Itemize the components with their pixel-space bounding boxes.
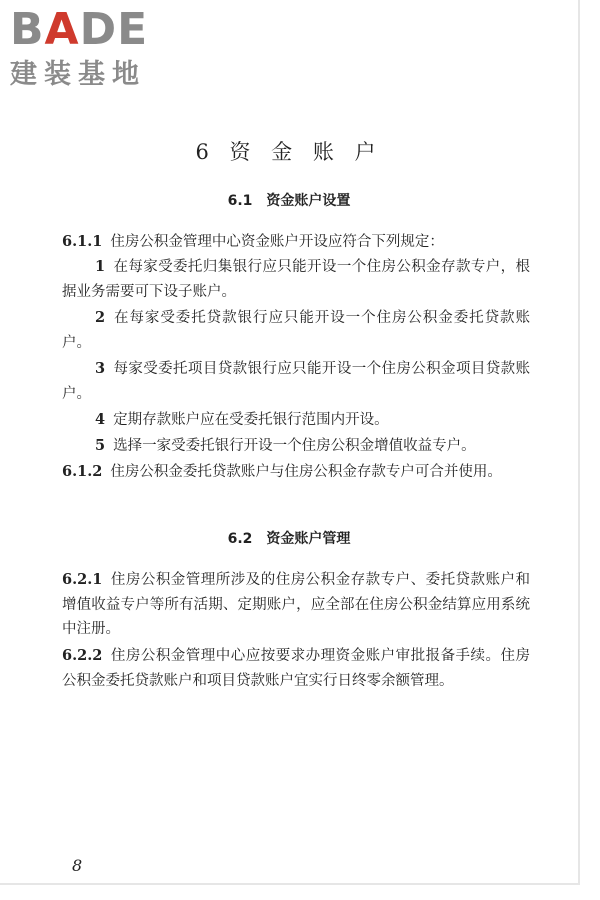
logo-letter-a-accent: A bbox=[44, 4, 80, 55]
section-heading-6-2 bbox=[0, 528, 578, 550]
clause-number: 6.2.1 bbox=[62, 571, 103, 588]
page-number: 8 bbox=[72, 856, 83, 875]
clause-item-5 bbox=[62, 434, 530, 459]
item-number: 5 bbox=[95, 437, 106, 454]
item-text: 在每家受委托归集银行应只能开设一个住房公积金存款专户，根据业务需要可下设子账户。 bbox=[62, 259, 530, 300]
section-title-text: 资金账户管理 bbox=[266, 531, 351, 547]
clause-text: 住房公积金管理中心资金账户开设应符合下列规定： bbox=[110, 234, 444, 250]
item-number: 1 bbox=[95, 258, 106, 275]
logo-letter-b: B bbox=[10, 4, 45, 55]
logo-wordmark bbox=[10, 4, 182, 56]
section-title-text: 资金账户设置 bbox=[266, 193, 351, 209]
clause-item-4 bbox=[62, 408, 530, 433]
item-text: 定期存款账户应在受委托银行范围内开设。 bbox=[113, 412, 389, 428]
clause-number: 6.1.2 bbox=[62, 463, 103, 480]
page-edge-bottom bbox=[0, 883, 580, 885]
clause-item-2 bbox=[62, 306, 530, 355]
item-text: 在每家受委托贷款银行应只能开设一个住房公积金委托贷款账户。 bbox=[62, 310, 530, 351]
clause-text: 住房公积金管理所涉及的住房公积金存款专户、委托贷款账户和增值收益专户等所有活期、定期账户，应全部在住房公积金结算应用系统中注册。 bbox=[62, 572, 530, 637]
section-number: 6.2 bbox=[227, 531, 253, 547]
clause-item-1 bbox=[62, 255, 530, 304]
clause-text: 住房公积金管理中心应按要求办理资金账户审批报备手续。住房公积金委托贷款账户和项目贷款账户宜实行日终零余额管理。 bbox=[62, 648, 530, 689]
clause-6-2-1 bbox=[62, 568, 530, 642]
chapter-title: 6 资 金 账 户 bbox=[195, 140, 383, 164]
section-heading-6-1 bbox=[0, 190, 578, 212]
clause-6-1-2 bbox=[62, 460, 530, 485]
item-number: 3 bbox=[95, 360, 106, 377]
item-number: 2 bbox=[95, 309, 106, 326]
clause-6-1-1 bbox=[62, 230, 530, 255]
clause-item-3 bbox=[62, 357, 530, 406]
clause-6-2-2 bbox=[62, 644, 530, 693]
clause-number: 6.2.2 bbox=[62, 647, 103, 664]
item-number: 4 bbox=[95, 411, 106, 428]
section-number: 6.1 bbox=[227, 193, 253, 209]
clause-text: 住房公积金委托贷款账户与住房公积金存款专户可合并使用。 bbox=[110, 464, 502, 480]
page-edge-right bbox=[578, 0, 580, 884]
clause-number: 6.1.1 bbox=[62, 233, 103, 250]
item-text: 选择一家受委托银行开设一个住房公积金增值收益专户。 bbox=[113, 438, 476, 454]
bade-logo bbox=[10, 4, 182, 92]
item-text: 每家受委托项目贷款银行应只能开设一个住房公积金项目贷款账户。 bbox=[62, 361, 530, 402]
logo-subtitle: 建装基地 bbox=[10, 59, 146, 90]
logo-letters-de: DE bbox=[79, 4, 149, 55]
